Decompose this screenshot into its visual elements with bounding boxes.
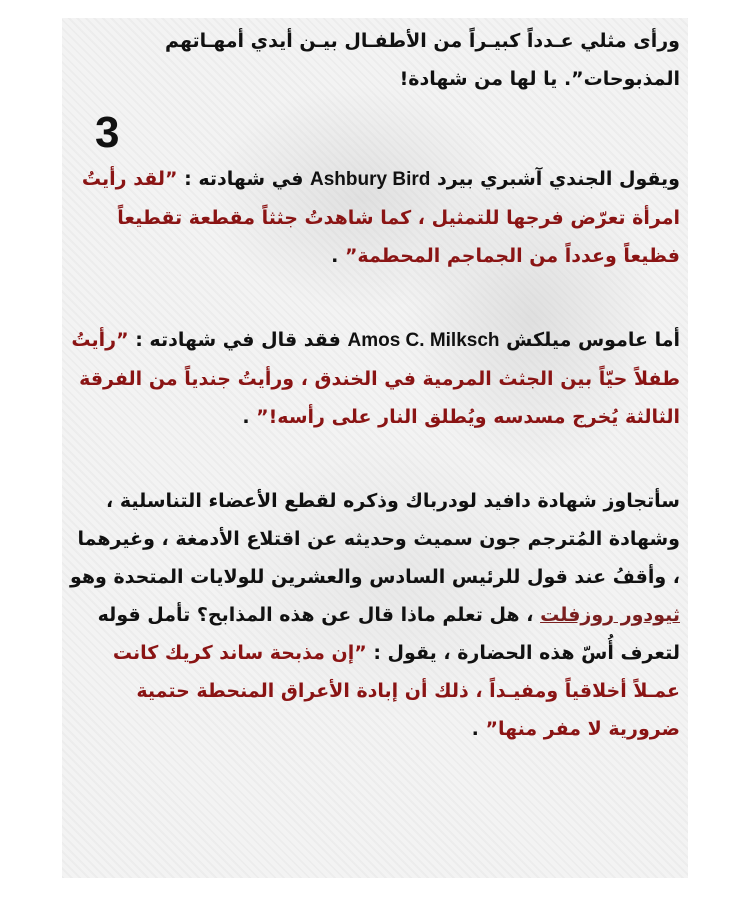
paragraph-1-line-2: المذبوحات”. يا لها من شهادة! bbox=[399, 68, 680, 90]
spacer bbox=[65, 436, 680, 482]
paragraph-2-intro-end: في شهادته : bbox=[184, 168, 304, 190]
paragraph-2-quote: ”لقد رأيتُ امرأة تعرّض فرجها للتمثيل ، كما شاهدتُ جثثاً مقطعة تقطيعاً فظيعاً وعدداً من الجماجم المحطمة” bbox=[81, 168, 680, 267]
document-body bbox=[65, 22, 680, 748]
paragraph-1-line-1: ورأى مثلي عـدداً كبيـراً من الأطفـال بيـن أيدي أمهـاتهم bbox=[165, 30, 680, 52]
page-number: 3 bbox=[95, 108, 120, 157]
spacer bbox=[65, 98, 680, 160]
paragraph-2-english-name: Ashbury Bird bbox=[310, 169, 431, 190]
paragraph-2-end: . bbox=[331, 245, 339, 267]
paragraph-3-english-name: Amos C. Milksch bbox=[347, 330, 500, 351]
paragraph-4-end: . bbox=[471, 718, 479, 740]
spacer bbox=[65, 275, 680, 321]
paragraph-3-end: . bbox=[242, 406, 250, 428]
paragraph-4-quote: ”إن مذبحة ساند كريك كانت عمـلاً أخلاقياً ومفيـداً ، ذلك أن إبادة الأعراق المنحطة حتمية ضرورية لا مفر منها” bbox=[112, 642, 680, 740]
paragraph-4-text-a: سأتجاوز شهادة دافيد لودرباك وذكره لقطع الأعضاء التناسلية ، وشهادة المُترجم جون سميث وحديثه عن اقتلاع الأدمغة ، وغيرهما ، وأقفُ عند قول للرئيس السادس والعشرين للولايات المتحدة وهو bbox=[69, 490, 680, 588]
paragraph-3-intro-end: فقد قال في شهادته : bbox=[135, 329, 341, 351]
paragraph-1 bbox=[65, 22, 680, 98]
paragraph-3 bbox=[65, 321, 680, 436]
paragraph-3-intro: أما عاموس ميلكش bbox=[506, 329, 680, 351]
paragraph-2-intro: ويقول الجندي آشبري بيرد bbox=[437, 168, 680, 190]
paragraph-4 bbox=[65, 482, 680, 748]
paragraph-2 bbox=[65, 160, 680, 275]
roosevelt-link[interactable]: ثيودور روزفلت bbox=[540, 604, 680, 626]
paragraph-3-quote: ”رأيتُ طفلاً حيّاً بين الجثث المرمية في الخندق ، ورأيتُ جندياً من الفرقة الثالثة يُخرج مسدسه ويُطلق النار على رأسه!” bbox=[71, 329, 680, 428]
paragraph-4-text-b: ، هل تعلم ماذا قال عن هذه المذابح؟ تأمل قوله لتعرف أُسّ هذه الحضارة ، يقول : bbox=[97, 604, 680, 664]
